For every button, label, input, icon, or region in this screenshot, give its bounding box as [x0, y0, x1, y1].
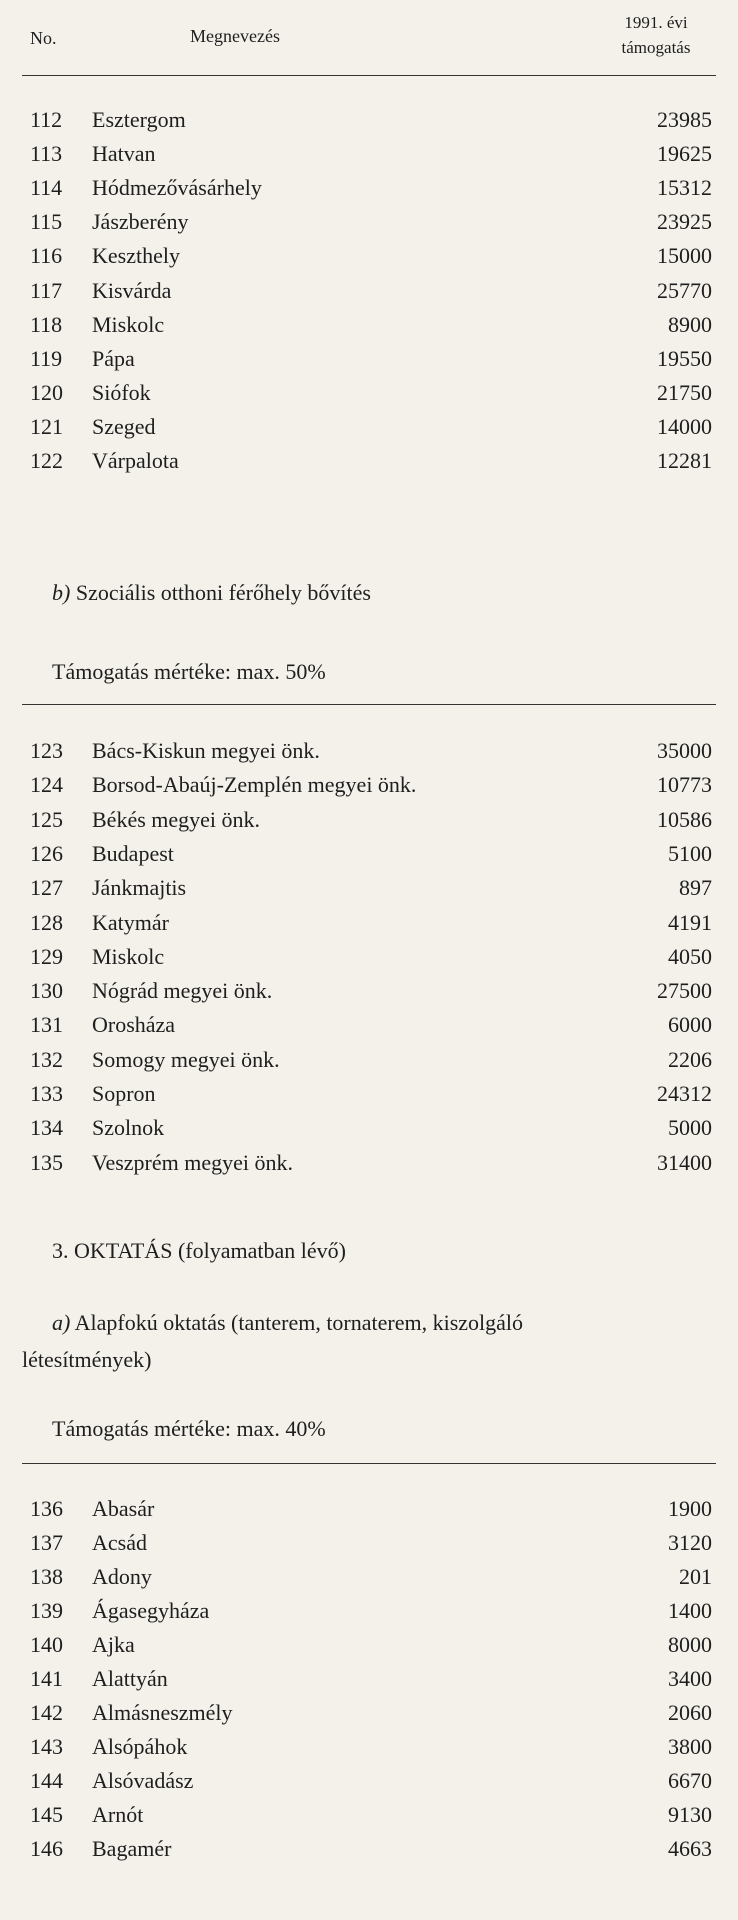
table-row: [0, 1666, 738, 1700]
row-value: 2206: [668, 1046, 712, 1072]
row-name: Bagamér: [92, 1836, 172, 1861]
row-value: 31400: [657, 1149, 712, 1175]
section-3a-rate: Támogatás mértéke: max. 40%: [52, 1416, 326, 1441]
table-row: [0, 772, 738, 806]
row-number: 119: [30, 345, 63, 371]
row-number: 112: [30, 107, 63, 132]
row-name: Orosháza: [92, 1012, 176, 1038]
column-header-no: No.: [30, 28, 57, 48]
table-row: [0, 209, 738, 243]
row-name: Somogy megyei önk.: [92, 1046, 280, 1072]
row-value: 8000: [668, 1632, 712, 1657]
row-number: 144: [30, 1768, 63, 1793]
row-value: 14000: [657, 413, 712, 439]
table-row: [0, 1496, 738, 1530]
row-number: 131: [30, 1012, 63, 1038]
table-row: [0, 1632, 738, 1666]
row-value: 25770: [657, 277, 712, 303]
row-value: 1400: [668, 1598, 712, 1623]
table-row: [0, 1598, 738, 1632]
column-header-name: Megnevezés: [190, 26, 280, 46]
row-value: 27500: [657, 978, 712, 1004]
row-number: 138: [30, 1564, 63, 1589]
table-row: [0, 1734, 738, 1768]
row-value: 201: [679, 1564, 712, 1589]
row-name: Budapest: [92, 840, 174, 866]
row-name: Abasár: [92, 1496, 155, 1521]
row-name: Acsád: [92, 1530, 147, 1555]
row-value: 3800: [668, 1734, 712, 1759]
table-row: [0, 1768, 738, 1802]
row-value: 24312: [657, 1081, 712, 1106]
row-name: Alattyán: [92, 1666, 168, 1691]
row-number: 130: [30, 978, 63, 1004]
row-name: Borsod-Abaúj-Zemplén megyei önk.: [92, 772, 417, 798]
row-number: 124: [30, 772, 63, 798]
table-row: [0, 312, 738, 346]
row-name: Sopron: [92, 1081, 156, 1106]
section-3-heading: 3. OKTATÁS (folyamatban lévő): [52, 1238, 346, 1263]
section-b-letter: b): [52, 580, 71, 605]
row-number: 146: [30, 1836, 63, 1861]
table-row: [0, 738, 738, 772]
table-row: [0, 380, 738, 414]
row-name: Kisvárda: [92, 277, 172, 303]
row-number: 118: [30, 311, 63, 337]
row-value: 10586: [657, 806, 712, 832]
row-value: 5100: [668, 840, 712, 866]
row-value: 1900: [668, 1496, 712, 1521]
table-row: [0, 448, 738, 482]
row-number: 141: [30, 1666, 63, 1691]
row-value: 15000: [657, 243, 712, 269]
table-row: [0, 1150, 738, 1184]
row-value: 19550: [657, 345, 712, 371]
section-b-title: [52, 580, 371, 606]
table-row: [0, 141, 738, 175]
row-value: 3120: [668, 1530, 712, 1555]
table-row: [0, 944, 738, 978]
row-number: 137: [30, 1530, 63, 1555]
table-row: [0, 1836, 738, 1870]
row-name: Alsópáhok: [92, 1734, 188, 1759]
row-value: 6670: [668, 1768, 712, 1793]
row-name: Jánkmajtis: [92, 875, 187, 901]
row-name: Veszprém megyei önk.: [92, 1149, 293, 1175]
section-3a-rule: [22, 1463, 716, 1464]
section-3a-title-line1: [52, 1310, 523, 1336]
row-name: Alsóvadász: [92, 1768, 194, 1793]
row-number: 134: [30, 1115, 63, 1141]
table-header: [0, 0, 738, 75]
table-row: [0, 278, 738, 312]
row-number: 145: [30, 1802, 63, 1827]
table-row: [0, 841, 738, 875]
table-row: [0, 243, 738, 277]
table-row: [0, 1115, 738, 1149]
row-name: Nógrád megyei önk.: [92, 978, 273, 1004]
row-number: 115: [30, 209, 63, 235]
row-value: 897: [679, 875, 712, 901]
section-b-rule: [22, 704, 716, 705]
row-number: 143: [30, 1734, 63, 1759]
row-value: 4050: [668, 943, 712, 969]
row-value: 19625: [657, 141, 712, 167]
row-name: Arnót: [92, 1802, 144, 1827]
row-name: Ágasegyháza: [92, 1598, 210, 1623]
row-name: Szolnok: [92, 1115, 165, 1141]
table-row: [0, 1047, 738, 1081]
table-row: [0, 807, 738, 841]
row-name: Keszthely: [92, 243, 180, 269]
table-row: [0, 1012, 738, 1046]
row-name: Szeged: [92, 413, 156, 439]
row-name: Esztergom: [92, 107, 186, 132]
table-row: [0, 1802, 738, 1836]
row-number: 114: [30, 175, 63, 201]
row-name: Hatvan: [92, 141, 156, 167]
table-row: [0, 1564, 738, 1598]
row-name: Ajka: [92, 1632, 135, 1657]
row-number: 116: [30, 243, 63, 269]
row-value: 15312: [657, 175, 712, 201]
column-header-support-line2: támogatás: [621, 38, 691, 57]
header-rule: [22, 75, 716, 76]
row-value: 4663: [668, 1836, 712, 1861]
table-row: [0, 1530, 738, 1564]
row-name: Hódmezővásárhely: [92, 175, 262, 201]
table-row: [0, 175, 738, 209]
table-row: [0, 978, 738, 1012]
table-row: [0, 107, 738, 141]
row-name: Békés megyei önk.: [92, 806, 261, 832]
section-3a-letter: a): [52, 1310, 71, 1335]
row-value: 3400: [668, 1666, 712, 1691]
row-number: 117: [30, 277, 63, 303]
row-value: 23985: [657, 107, 712, 132]
section-b-rate: Támogatás mértéke: max. 50%: [52, 659, 326, 684]
row-number: 129: [30, 943, 63, 969]
row-number: 113: [30, 141, 63, 167]
column-header-support: [596, 10, 716, 60]
row-number: 127: [30, 875, 63, 901]
row-name: Siófok: [92, 379, 151, 405]
section-3a-title-text: Alapfokú oktatás (tanterem, tornaterem, kiszolgáló: [74, 1310, 524, 1335]
row-number: 135: [30, 1149, 63, 1175]
row-value: 8900: [668, 311, 712, 337]
row-number: 142: [30, 1700, 63, 1725]
row-number: 126: [30, 840, 63, 866]
row-value: 4191: [668, 909, 712, 935]
row-number: 139: [30, 1598, 63, 1623]
row-number: 132: [30, 1046, 63, 1072]
table-row: [0, 1081, 738, 1115]
row-number: 136: [30, 1496, 63, 1521]
row-value: 23925: [657, 209, 712, 235]
row-number: 125: [30, 806, 63, 832]
row-value: 5000: [668, 1115, 712, 1141]
row-number: 133: [30, 1081, 63, 1106]
column-header-support-line1: 1991. évi: [624, 13, 688, 32]
row-value: 21750: [657, 379, 712, 405]
row-name: Várpalota: [92, 448, 179, 473]
table-row: [0, 875, 738, 909]
row-value: 2060: [668, 1700, 712, 1725]
row-value: 35000: [657, 738, 712, 763]
row-name: Almásneszmély: [92, 1700, 233, 1725]
row-name: Miskolc: [92, 311, 165, 337]
table-row: [0, 414, 738, 448]
row-value: 9130: [668, 1802, 712, 1827]
row-name: Jászberény: [92, 209, 189, 235]
row-value: 6000: [668, 1012, 712, 1038]
row-name: Bács-Kiskun megyei önk.: [92, 738, 320, 763]
row-name: Katymár: [92, 909, 169, 935]
row-name: Adony: [92, 1564, 152, 1589]
section-3a-title-line2: létesítmények): [22, 1347, 152, 1372]
section-b-title-text: Szociális otthoni férőhely bővítés: [75, 580, 371, 605]
row-number: 123: [30, 738, 63, 763]
row-value: 10773: [657, 772, 712, 798]
row-number: 128: [30, 909, 63, 935]
row-name: Pápa: [92, 345, 135, 371]
table-row: [0, 346, 738, 380]
row-number: 122: [30, 448, 63, 473]
table-row: [0, 1700, 738, 1734]
table-row: [0, 910, 738, 944]
row-value: 12281: [657, 448, 712, 473]
row-name: Miskolc: [92, 943, 165, 969]
row-number: 120: [30, 379, 63, 405]
row-number: 140: [30, 1632, 63, 1657]
row-number: 121: [30, 413, 63, 439]
